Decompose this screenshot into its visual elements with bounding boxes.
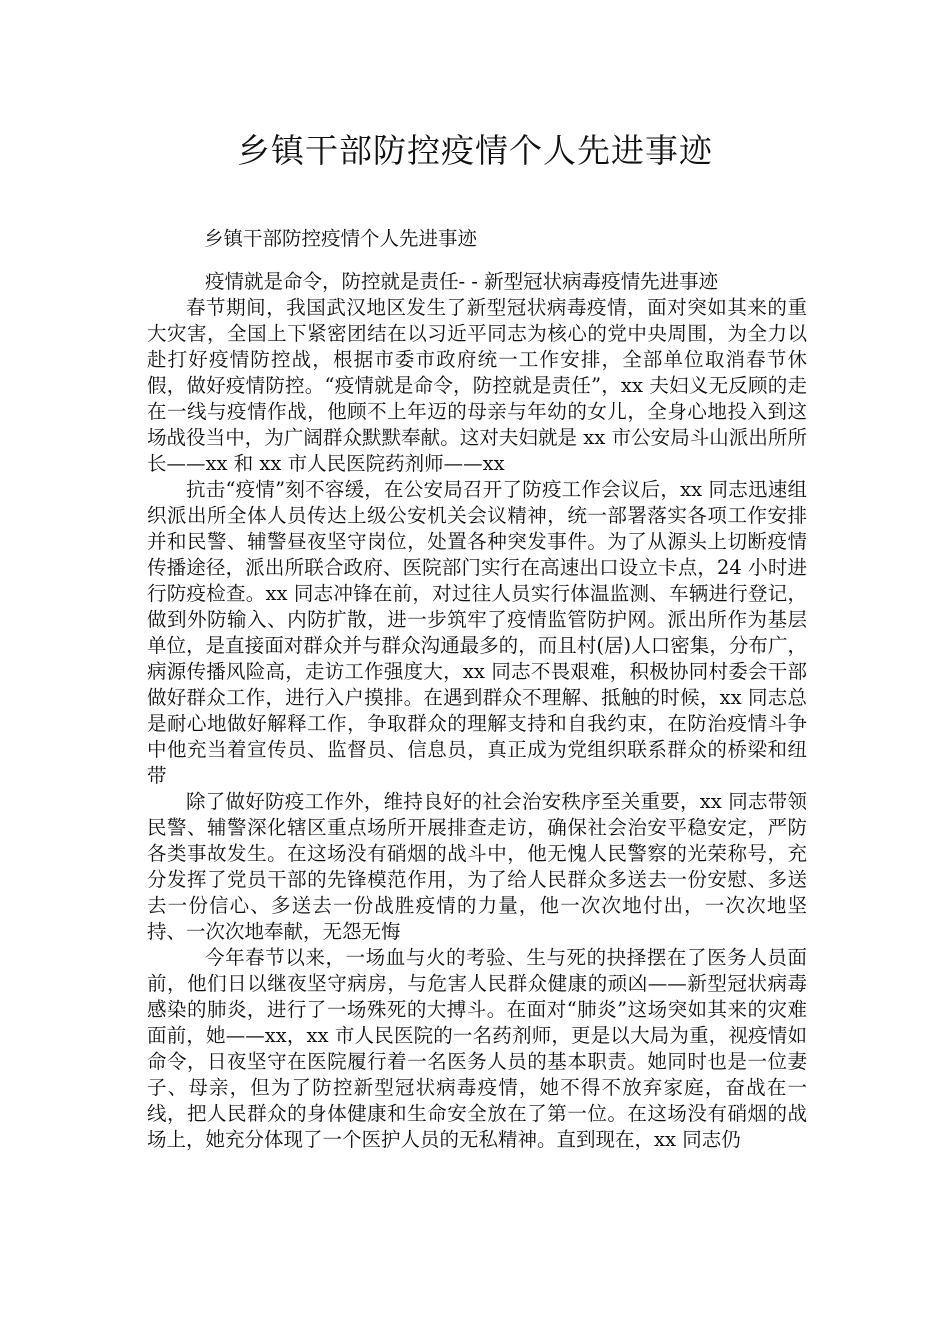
paragraph: 今年春节以来，一场血与火的考验、生与死的抉择摆在了医务人员面前，他们日以继夜坚守病房，与危害人民群众健康的顽凶——新型冠状病毒感染的肺炎，进行了一场殊死的大搏斗。在面对“肺炎”这场突如其来的灾难面前，她——xx，xx 市人民医院的一名药剂师，更是以大局为重，视疫情如命令，日夜坚守在医院履行着一名医务人员的基本职责。她同时也是一位妻子、母亲，但为了防控新型冠状病毒疫情，她不得不放弃家庭，奋战在一线，把人民群众的身体健康和生命安全放在了第一位。在这场没有硝烟的战场上，她充分体现了一个医护人员的无私精神。直到现在，xx 同志仍 bbox=[147, 946, 807, 1151]
paragraph: 春节期间，我国武汉地区发生了新型冠状病毒疫情，面对突如其来的重大灾害，全国上下紧密团结在以习近平同志为核心的党中央周围，为全力以赴打好疫情防控战，根据市委市政府统一工作安排，全部单位取消春节休假，做好疫情防控。“疫情就是命令，防控就是责任”，xx 夫妇义无反顾的走在一线与疫情作战，他顾不上年迈的母亲与年幼的女儿，全身心地投入到这场战役当中，为广阔群众默默奉献。这对夫妇就是 xx 市公安局斗山派出所所长——xx 和 xx 市人民医院药剂师——xx bbox=[147, 296, 807, 475]
document-title: 乡镇干部防控疫情个人先进事迹 bbox=[237, 131, 713, 170]
heading-line: 疫情就是命令，防控就是责任- - 新型冠状病毒疫情先进事迹 bbox=[205, 270, 719, 293]
document-subtitle: 乡镇干部防控疫情个人先进事迹 bbox=[204, 227, 478, 250]
paragraph: 抗击“疫情”刻不容缓，在公安局召开了防疫工作会议后，xx 同志迅速组织派出所全体人员传达上级公安机关会议精神，统一部署落实各项工作安排并和民警、辅警昼夜坚守岗位，处置各种突发事件。为了从源头上切断疫情传播途径，派出所联合政府、医院部门实行在高速出口设立卡点，24 小时进行防疫检查。xx 同志冲锋在前，对过往人员实行体温监测、车辆进行登记，做到外防输入、内防扩散，进一步筑牢了疫情监管防护网。派出所作为基层单位，是直接面对群众并与群众沟通最多的，而且村(居)人口密集，分布广，病源传播风险高，走访工作强度大，xx 同志不畏艰难，积极协同村委会干部做好群众工作，进行入户摸排。在遇到群众不理解、抵触的时候，xx 同志总是耐心地做好解释工作，争取群众的理解支持和自我约束，在防治疫情斗争中他充当着宣传员、监督员、信息员，真正成为党组织联系群众的桥梁和纽带 bbox=[147, 478, 807, 787]
document-body bbox=[147, 269, 807, 1153]
paragraph: 除了做好防疫工作外，维持良好的社会治安秩序至关重要，xx 同志带领民警、辅警深化辖区重点场所开展排查走访，确保社会治安平稳安定，严防各类事故发生。在这场没有硝烟的战斗中，他无愧人民警察的光荣称号，充分发挥了党员干部的先锋模范作用，为了给人民群众多送去一份安慰、多送去一份信心、多送去一份战胜疫情的力量，他一次次地付出，一次次地坚持、一次次地奉献，无怨无悔 bbox=[147, 790, 807, 943]
